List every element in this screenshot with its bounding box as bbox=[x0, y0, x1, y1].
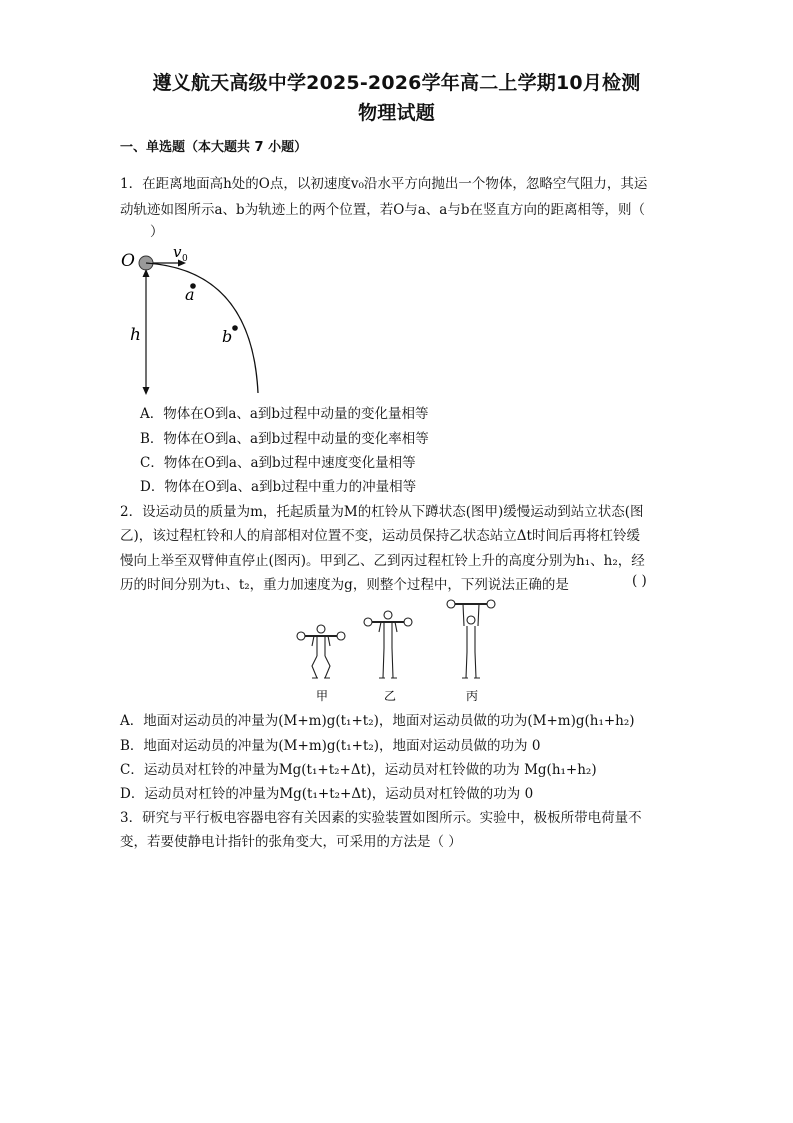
point-b bbox=[232, 325, 238, 331]
q2-stem-line3: 慢向上举至双臂伸直停止(图丙)。甲到乙、乙到丙过程杠铃上升的高度分别为h₁、h₂，经 bbox=[120, 553, 645, 569]
q1-option-a: A．物体在O到a、a到b过程中动量的变化量相等 bbox=[140, 406, 429, 422]
lifter-overhead bbox=[447, 600, 495, 678]
height-arrow-up-icon bbox=[143, 269, 150, 277]
q1-option-d: D．物体在O到a、a到b过程中重力的冲量相等 bbox=[140, 479, 417, 495]
lifter-squat bbox=[297, 625, 345, 678]
q1-trajectory-figure bbox=[112, 240, 282, 400]
q1-stem-line2: 动轨迹如图所示a、b为轨迹上的两个位置，若O与a、a与b在竖直方向的距离相等，则（ bbox=[120, 202, 645, 218]
q2-option-a: A．地面对运动员的冲量为(M+m)g(t₁+t₂)，地面对运动员做的功为(M+m)g(h₁+h₂) bbox=[120, 713, 635, 729]
q2-stem-line2: 乙)，该过程杠铃和人的肩部相对位置不变，运动员保持乙状态站立Δt时间后再将杠铃缓 bbox=[120, 528, 640, 544]
label-a: a bbox=[185, 285, 195, 304]
q3-stem-line2: 变，若要使静电计指针的张角变大，可采用的方法是（ ） bbox=[120, 834, 462, 850]
q1-stem-line3: ） bbox=[150, 224, 164, 240]
height-arrow-down-icon bbox=[143, 387, 150, 395]
exam-subject-title: 物理试题 bbox=[358, 102, 435, 124]
section-heading: 一、单选题（本大题共 7 小题） bbox=[120, 140, 308, 155]
lifter-stand bbox=[364, 611, 412, 678]
q2-stem-line4: 历的时间分别为t₁、t₂，重力加速度为g，则整个过程中，下列说法正确的是 bbox=[120, 577, 569, 593]
label-jia: 甲 bbox=[316, 689, 329, 703]
label-v: v bbox=[173, 243, 182, 261]
label-v-sub: 0 bbox=[182, 254, 188, 264]
q1-option-b: B．物体在O到a、a到b过程中动量的变化率相等 bbox=[140, 431, 429, 447]
q3-stem-line1: 3．研究与平行板电容器电容有关因素的实验装置如图所示。实验中，极板所带电荷量不 bbox=[120, 810, 642, 826]
trajectory-curve bbox=[146, 263, 258, 393]
label-bing: 丙 bbox=[466, 689, 479, 703]
q2-option-d: D．运动员对杠铃的冲量为Mg(t₁+t₂+Δt)，运动员对杠铃做的功为 0 bbox=[120, 786, 534, 802]
q2-stem-line1: 2．设运动员的质量为m，托起质量为M的杠铃从下蹲状态(图甲)缓慢运动到站立状态(图 bbox=[120, 504, 644, 520]
q1-stem-line1: 1．在距离地面高h处的O点，以初速度v₀沿水平方向抛出一个物体，忽略空气阻力，其运 bbox=[120, 176, 648, 192]
label-h: h bbox=[130, 325, 141, 345]
label-yi: 乙 bbox=[384, 689, 397, 703]
label-O: O bbox=[121, 251, 135, 271]
q2-option-c: C．运动员对杠铃的冲量为Mg(t₁+t₂+Δt)，运动员对杠铃做的功为 Mg(h₁+h₂) bbox=[120, 762, 597, 778]
q2-answer-paren: ( ) bbox=[632, 573, 647, 589]
label-b: b bbox=[222, 327, 233, 346]
q2-weightlifter-figure bbox=[292, 596, 508, 706]
q1-option-c: C．物体在O到a、a到b过程中速度变化量相等 bbox=[140, 455, 416, 471]
q2-option-b: B．地面对运动员的冲量为(M+m)g(t₁+t₂)，地面对运动员做的功为 0 bbox=[120, 738, 541, 754]
exam-title: 遵义航天高级中学2025-2026学年高二上学期10月检测 bbox=[152, 72, 641, 94]
